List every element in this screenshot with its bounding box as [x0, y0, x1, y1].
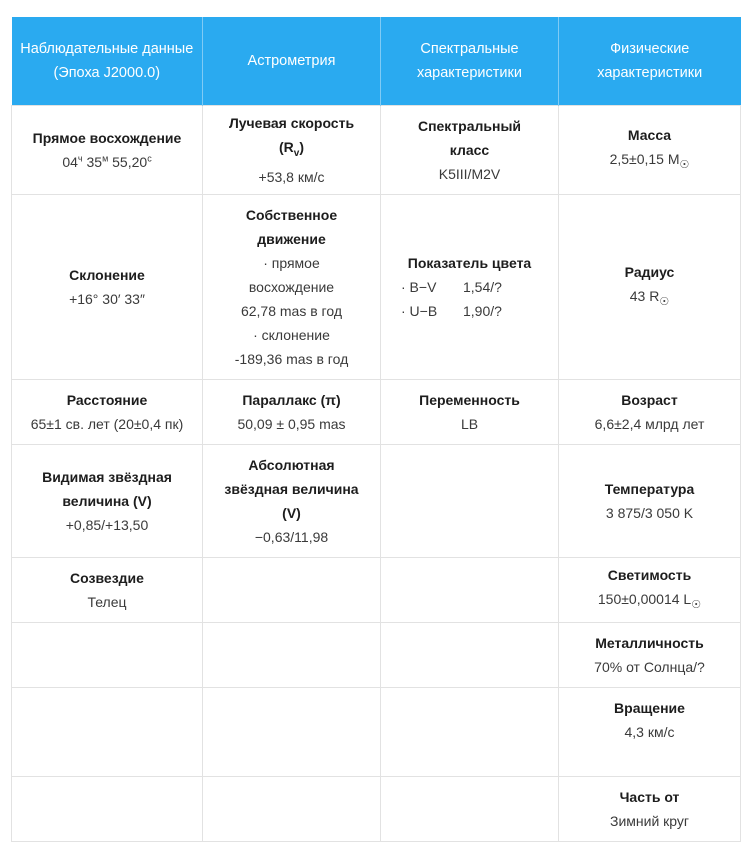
- cell-temperature: [559, 445, 741, 558]
- table-row: [12, 623, 741, 688]
- cell-rotation: [559, 688, 741, 777]
- header-physical: Физические характеристики: [559, 17, 741, 106]
- spectral-class-label: Спектральный класс: [417, 118, 522, 158]
- cell-luminosity: [559, 558, 741, 623]
- table-row: [12, 688, 741, 777]
- radius-label: Радиус: [624, 264, 675, 281]
- parallax-value: 50,09 ± 0,95 mas: [237, 416, 346, 432]
- variability-value: LB: [460, 416, 479, 432]
- abs-mag-value: −0,63/11,98: [254, 529, 329, 545]
- mass-value: 2,5±0,15 $M_☉$: [609, 151, 690, 171]
- parallax-label: Параллакс (π): [242, 392, 341, 408]
- cell-absolute-magnitude: [203, 445, 381, 558]
- variability-label: Переменность: [419, 392, 520, 408]
- cell-empty: [381, 777, 559, 842]
- header-observational-epoch: (Эпоха J2000.0): [53, 65, 161, 81]
- dec-value: +16° 30′ 33″: [69, 291, 145, 307]
- distance-value: 65±1 св. лет (20±0,4 пк): [30, 416, 184, 432]
- cell-parallax: [203, 380, 381, 445]
- cell-empty: [381, 688, 559, 777]
- cell-radius: [559, 195, 741, 380]
- cell-radial-velocity: [203, 106, 381, 195]
- constellation-label: Созвездие: [70, 570, 144, 586]
- constellation-value: Телец: [87, 594, 127, 610]
- table-row: [12, 558, 741, 623]
- radius-value: 43 $R_☉$: [629, 288, 670, 308]
- sun-symbol-icon: ☉: [659, 295, 670, 308]
- cell-empty: [12, 688, 203, 777]
- proper-motion-dec-value: -189,36 mas в год: [234, 351, 349, 367]
- proper-motion-label: Собственное движение: [245, 207, 338, 247]
- table-row: [12, 777, 741, 842]
- table-header-row: [12, 17, 741, 106]
- luminosity-value: 150±0,00014 $L_☉$: [597, 591, 702, 611]
- cell-empty: [203, 777, 381, 842]
- proper-motion-dec-label: · склонение: [253, 327, 330, 343]
- color-index-label: Показатель цвета: [407, 255, 532, 271]
- ra-value: $04^ч$ $35^м$ $55,20^с$: [62, 153, 152, 170]
- cell-empty: [381, 445, 559, 558]
- part-of-value: Зимний круг: [609, 813, 690, 829]
- app-mag-value: +0,85/+13,50: [65, 517, 149, 533]
- color-index-ub: · U−B 1,90/?: [401, 303, 502, 319]
- cell-apparent-magnitude: [12, 445, 203, 558]
- metallicity-label: Металличность: [595, 635, 704, 651]
- header-observational: [12, 17, 203, 106]
- temperature-label: Температура: [604, 481, 695, 497]
- cell-empty: [203, 558, 381, 623]
- radial-velocity-value: +53,8 км/с: [258, 169, 325, 186]
- cell-empty: [12, 623, 203, 688]
- cell-mass: [559, 106, 741, 195]
- cell-variability: [381, 380, 559, 445]
- cell-metallicity: [559, 623, 741, 688]
- sun-symbol-icon: ☉: [679, 158, 690, 171]
- age-value: 6,6±2,4 млрд лет: [594, 416, 705, 432]
- radial-velocity-label: Лучевая скорость $(R_v)$: [228, 114, 355, 159]
- dec-label: Склонение: [69, 267, 145, 283]
- age-label: Возраст: [621, 392, 678, 408]
- metallicity-value: 70% от Солнца/?: [594, 659, 705, 675]
- proper-motion-ra-value: 62,78 mas в год: [240, 303, 343, 319]
- cell-distance: [12, 380, 203, 445]
- cell-right-ascension: [12, 106, 203, 195]
- cell-empty: [203, 623, 381, 688]
- cell-spectral-class: [381, 106, 559, 195]
- cell-declination: [12, 195, 203, 380]
- table-row: [12, 380, 741, 445]
- header-spectral: Спектральные характеристики: [381, 17, 559, 106]
- table-row: [12, 106, 741, 195]
- cell-empty: [12, 777, 203, 842]
- cell-part-of: [559, 777, 741, 842]
- table-row: [12, 445, 741, 558]
- color-index-bv: · B−V 1,54/?: [401, 279, 502, 295]
- abs-mag-label: Абсолютная звёздная величина (V): [224, 457, 359, 521]
- header-astrometry: Астрометрия: [203, 17, 381, 106]
- ra-label: Прямое восхождение: [32, 130, 182, 146]
- cell-empty: [381, 558, 559, 623]
- cell-constellation: [12, 558, 203, 623]
- temperature-value: 3 875/3 050 K: [605, 505, 694, 521]
- distance-label: Расстояние: [66, 392, 148, 408]
- part-of-label: Часть от: [619, 789, 680, 805]
- mass-label: Масса: [627, 127, 672, 144]
- spectral-class-value: K5III/M2V: [438, 166, 501, 182]
- cell-color-index: [381, 195, 559, 380]
- cell-empty: [203, 688, 381, 777]
- star-data-table: [11, 17, 741, 842]
- luminosity-label: Светимость: [607, 567, 692, 584]
- rotation-label: Вращение: [614, 700, 685, 716]
- table-row: [12, 195, 741, 380]
- cell-proper-motion: [203, 195, 381, 380]
- sun-symbol-icon: ☉: [691, 598, 702, 611]
- app-mag-label: Видимая звёздная величина (V): [42, 469, 172, 509]
- cell-age: [559, 380, 741, 445]
- header-observational-title: Наблюдательные данные: [20, 41, 194, 57]
- proper-motion-ra-label: · прямое восхождение: [248, 255, 335, 295]
- cell-empty: [381, 623, 559, 688]
- rotation-value: 4,3 км/с: [624, 724, 675, 740]
